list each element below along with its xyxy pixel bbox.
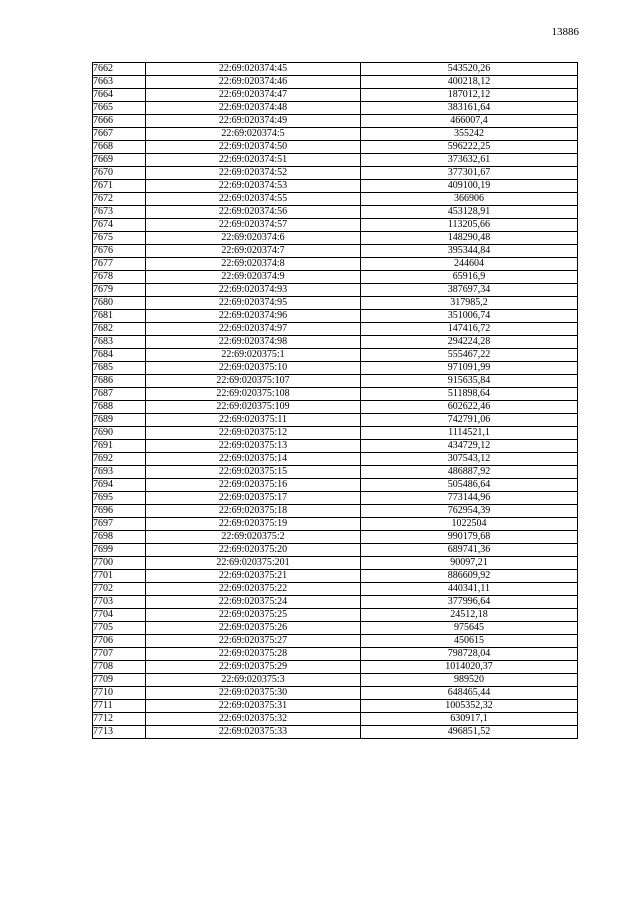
cadastral-value-cell: 307543,12 [361,453,578,466]
cadastral-number-cell: 22:69:020374:56 [146,206,361,219]
table-row [93,544,578,557]
cadastral-number-cell: 22:69:020375:28 [146,648,361,661]
cadastral-value-cell: 400218,12 [361,76,578,89]
row-number-cell: 7679 [93,284,146,297]
table-row [93,336,578,349]
cadastral-number-cell: 22:69:020375:24 [146,596,361,609]
row-number-cell: 7709 [93,674,146,687]
cadastral-number-cell: 22:69:020374:96 [146,310,361,323]
table-row [93,388,578,401]
table-row [93,271,578,284]
row-number-cell: 7689 [93,414,146,427]
table-row [93,349,578,362]
cadastral-number-cell: 22:69:020375:31 [146,700,361,713]
row-number-cell: 7707 [93,648,146,661]
cadastral-value-cell: 351006,74 [361,310,578,323]
table-row [93,193,578,206]
row-number-cell: 7705 [93,622,146,635]
cadastral-value-cell: 762954,39 [361,505,578,518]
cadastral-number-cell: 22:69:020375:15 [146,466,361,479]
row-number-cell: 7667 [93,128,146,141]
row-number-cell: 7663 [93,76,146,89]
table-row [93,414,578,427]
row-number-cell: 7699 [93,544,146,557]
row-number-cell: 7685 [93,362,146,375]
row-number-cell: 7675 [93,232,146,245]
cadastral-number-cell: 22:69:020375:32 [146,713,361,726]
row-number-cell: 7710 [93,687,146,700]
row-number-cell: 7669 [93,154,146,167]
cadastral-value-cell: 147416,72 [361,323,578,336]
cadastral-number-cell: 22:69:020374:47 [146,89,361,102]
row-number-cell: 7664 [93,89,146,102]
row-number-cell: 7701 [93,570,146,583]
cadastral-number-cell: 22:69:020374:46 [146,76,361,89]
cadastral-number-cell: 22:69:020375:25 [146,609,361,622]
table-row [93,180,578,193]
cadastral-number-cell: 22:69:020375:20 [146,544,361,557]
table-row [93,713,578,726]
row-number-cell: 7683 [93,336,146,349]
table-row [93,583,578,596]
cadastral-number-cell: 22:69:020374:53 [146,180,361,193]
table-row [93,661,578,674]
row-number-cell: 7702 [93,583,146,596]
cadastral-value-cell: 648465,44 [361,687,578,700]
row-number-cell: 7704 [93,609,146,622]
cadastral-number-cell: 22:69:020375:201 [146,557,361,570]
table-row [93,206,578,219]
row-number-cell: 7670 [93,167,146,180]
cadastral-number-cell: 22:69:020375:12 [146,427,361,440]
table-row [93,362,578,375]
cadastral-value-cell: 187012,12 [361,89,578,102]
row-number-cell: 7672 [93,193,146,206]
cadastral-number-cell: 22:69:020374:5 [146,128,361,141]
table-row [93,154,578,167]
cadastral-value-cell: 450615 [361,635,578,648]
cadastral-value-cell: 989520 [361,674,578,687]
cadastral-number-cell: 22:69:020374:52 [146,167,361,180]
cadastral-value-cell: 440341,11 [361,583,578,596]
cadastral-value-cell: 366906 [361,193,578,206]
table-row [93,258,578,271]
row-number-cell: 7674 [93,219,146,232]
row-number-cell: 7668 [93,141,146,154]
table-row [93,726,578,739]
cadastral-value-cell: 486887,92 [361,466,578,479]
cadastral-value-cell: 434729,12 [361,440,578,453]
cadastral-number-cell: 22:69:020374:93 [146,284,361,297]
row-number-cell: 7708 [93,661,146,674]
table-row [93,531,578,544]
cadastral-number-cell: 22:69:020375:22 [146,583,361,596]
cadastral-number-cell: 22:69:020374:9 [146,271,361,284]
row-number-cell: 7676 [93,245,146,258]
cadastral-number-cell: 22:69:020374:97 [146,323,361,336]
cadastral-value-cell: 377301,67 [361,167,578,180]
cadastral-number-cell: 22:69:020375:19 [146,518,361,531]
table-row [93,466,578,479]
table-row [93,635,578,648]
table-row [93,89,578,102]
cadastral-value-cell: 294224,28 [361,336,578,349]
cadastral-value-cell: 244604 [361,258,578,271]
table-row [93,310,578,323]
row-number-cell: 7703 [93,596,146,609]
cadastral-number-cell: 22:69:020375:17 [146,492,361,505]
row-number-cell: 7671 [93,180,146,193]
cadastral-number-cell: 22:69:020375:18 [146,505,361,518]
cadastral-value-cell: 453128,91 [361,206,578,219]
cadastral-number-cell: 22:69:020375:33 [146,726,361,739]
cadastral-value-cell: 975645 [361,622,578,635]
cadastral-number-cell: 22:69:020375:27 [146,635,361,648]
cadastral-value-cell: 971091,99 [361,362,578,375]
cadastral-number-cell: 22:69:020375:107 [146,375,361,388]
table-row [93,141,578,154]
cadastral-value-cell: 1022504 [361,518,578,531]
cadastral-number-cell: 22:69:020375:21 [146,570,361,583]
cadastral-value-cell: 409100,19 [361,180,578,193]
cadastral-value-cell: 511898,64 [361,388,578,401]
cadastral-value-cell: 355242 [361,128,578,141]
cadastral-number-cell: 22:69:020375:10 [146,362,361,375]
table-row [93,674,578,687]
table-body [93,63,578,739]
table-row [93,440,578,453]
row-number-cell: 7713 [93,726,146,739]
row-number-cell: 7684 [93,349,146,362]
table-row [93,323,578,336]
table-row [93,167,578,180]
cadastral-number-cell: 22:69:020374:6 [146,232,361,245]
table-row [93,479,578,492]
cadastral-number-cell: 22:69:020375:2 [146,531,361,544]
cadastral-number-cell: 22:69:020375:26 [146,622,361,635]
page-number: 13886 [551,26,579,38]
cadastral-number-cell: 22:69:020375:13 [146,440,361,453]
row-number-cell: 7711 [93,700,146,713]
row-number-cell: 7694 [93,479,146,492]
table-row [93,687,578,700]
table-row [93,700,578,713]
cadastral-number-cell: 22:69:020374:98 [146,336,361,349]
table-row [93,219,578,232]
row-number-cell: 7692 [93,453,146,466]
row-number-cell: 7662 [93,63,146,76]
table-row [93,453,578,466]
cadastral-value-cell: 395344,84 [361,245,578,258]
cadastral-value-cell: 383161,64 [361,102,578,115]
cadastral-number-cell: 22:69:020375:30 [146,687,361,700]
cadastral-value-cell: 1014020,37 [361,661,578,674]
cadastral-number-cell: 22:69:020375:11 [146,414,361,427]
row-number-cell: 7678 [93,271,146,284]
cadastral-value-cell: 742791,06 [361,414,578,427]
cadastral-number-cell: 22:69:020374:57 [146,219,361,232]
row-number-cell: 7680 [93,297,146,310]
table-row [93,427,578,440]
row-number-cell: 7712 [93,713,146,726]
table-row [93,284,578,297]
cadastral-value-cell: 990179,68 [361,531,578,544]
cadastral-number-cell: 22:69:020375:109 [146,401,361,414]
cadastral-value-cell: 496851,52 [361,726,578,739]
cadastral-number-cell: 22:69:020374:49 [146,115,361,128]
cadastral-value-cell: 317985,2 [361,297,578,310]
cadastral-number-cell: 22:69:020375:16 [146,479,361,492]
table-row [93,492,578,505]
table-row [93,102,578,115]
table-row [93,596,578,609]
table-row [93,609,578,622]
cadastral-value-cell: 1005352,32 [361,700,578,713]
cadastral-value-cell: 377996,64 [361,596,578,609]
cadastral-number-cell: 22:69:020374:95 [146,297,361,310]
row-number-cell: 7686 [93,375,146,388]
cadastral-value-cell: 65916,9 [361,271,578,284]
row-number-cell: 7700 [93,557,146,570]
row-number-cell: 7673 [93,206,146,219]
cadastral-number-cell: 22:69:020374:51 [146,154,361,167]
cadastral-value-cell: 387697,34 [361,284,578,297]
cadastral-value-cell: 602622,46 [361,401,578,414]
table-row [93,63,578,76]
cadastral-value-cell: 886609,92 [361,570,578,583]
table-row [93,232,578,245]
row-number-cell: 7696 [93,505,146,518]
cadastral-value-cell: 555467,22 [361,349,578,362]
row-number-cell: 7706 [93,635,146,648]
cadastral-value-cell: 113205,66 [361,219,578,232]
cadastral-number-cell: 22:69:020374:45 [146,63,361,76]
row-number-cell: 7697 [93,518,146,531]
cadastral-value-cell: 90097,21 [361,557,578,570]
cadastral-value-cell: 24512,18 [361,609,578,622]
table-row [93,297,578,310]
row-number-cell: 7693 [93,466,146,479]
table-row [93,557,578,570]
row-number-cell: 7681 [93,310,146,323]
cadastral-value-cell: 466007,4 [361,115,578,128]
cadastral-number-cell: 22:69:020374:8 [146,258,361,271]
cadastral-number-cell: 22:69:020374:48 [146,102,361,115]
row-number-cell: 7666 [93,115,146,128]
cadastral-number-cell: 22:69:020375:3 [146,674,361,687]
cadastral-number-cell: 22:69:020375:29 [146,661,361,674]
cadastral-value-cell: 630917,1 [361,713,578,726]
cadastral-number-cell: 22:69:020374:7 [146,245,361,258]
table-row [93,115,578,128]
cadastral-value-cell: 543520,26 [361,63,578,76]
table-row [93,76,578,89]
table-row [93,648,578,661]
table-row [93,505,578,518]
cadastral-value-cell: 505486,64 [361,479,578,492]
cadastral-number-cell: 22:69:020375:108 [146,388,361,401]
row-number-cell: 7682 [93,323,146,336]
row-number-cell: 7695 [93,492,146,505]
cadastral-number-cell: 22:69:020374:50 [146,141,361,154]
table-row [93,622,578,635]
row-number-cell: 7691 [93,440,146,453]
cadastral-value-cell: 596222,25 [361,141,578,154]
cadastral-number-cell: 22:69:020375:14 [146,453,361,466]
table-row [93,401,578,414]
table-row [93,518,578,531]
cadastral-value-cell: 373632,61 [361,154,578,167]
cadastral-value-cell: 1114521,1 [361,427,578,440]
row-number-cell: 7688 [93,401,146,414]
row-number-cell: 7698 [93,531,146,544]
table-row [93,570,578,583]
row-number-cell: 7665 [93,102,146,115]
cadastral-value-cell: 798728,04 [361,648,578,661]
cadastral-value-cell: 689741,36 [361,544,578,557]
cadastral-value-cell: 915635,84 [361,375,578,388]
row-number-cell: 7687 [93,388,146,401]
row-number-cell: 7677 [93,258,146,271]
cadastral-value-cell: 148290,48 [361,232,578,245]
cadastral-value-cell: 773144,96 [361,492,578,505]
cadastral-number-cell: 22:69:020375:1 [146,349,361,362]
row-number-cell: 7690 [93,427,146,440]
table-row [93,128,578,141]
cadastral-value-table [92,62,578,739]
table-row [93,245,578,258]
table-row [93,375,578,388]
cadastral-number-cell: 22:69:020374:55 [146,193,361,206]
